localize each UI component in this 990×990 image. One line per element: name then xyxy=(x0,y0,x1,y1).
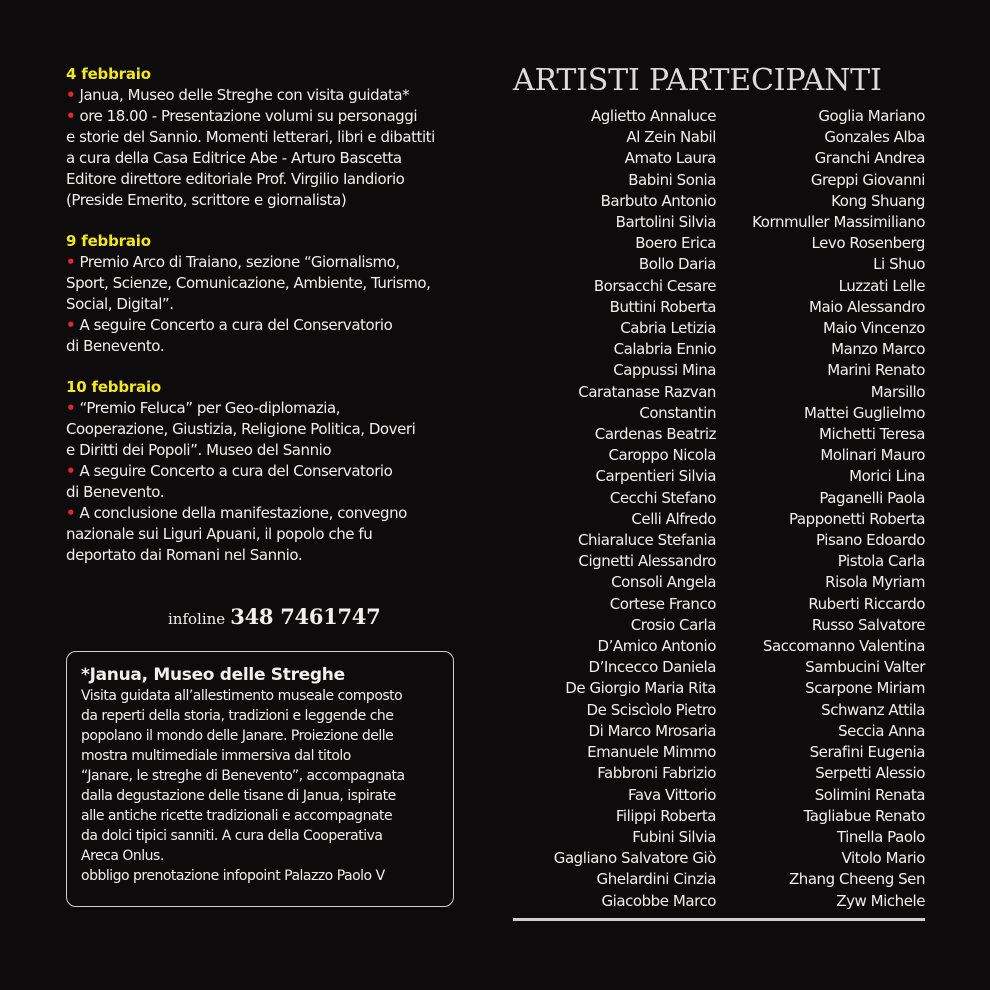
artist-name: Papponetti Roberta xyxy=(788,509,925,528)
artist-name: Giacobbe Marco xyxy=(601,891,716,910)
artist-name: Mattei Guglielmo xyxy=(803,403,925,422)
artist-name: Manzo Marco xyxy=(831,340,925,359)
artist-name: Kong Shuang xyxy=(831,191,925,210)
artist-name: Di Marco Mrosaria xyxy=(588,721,716,740)
artist-name: Vitolo Mario xyxy=(841,849,925,868)
artist-name: Seccia Anna xyxy=(838,721,925,740)
artist-name: Babini Sonia xyxy=(628,170,716,189)
artist-name: Caroppo Nicola xyxy=(608,446,716,465)
artist-name: Li Shuo xyxy=(873,255,925,274)
artist-name: Risola Myriam xyxy=(825,573,925,592)
artist-name: Serafini Eugenia xyxy=(809,743,925,762)
event-item-text: di Benevento. xyxy=(66,337,165,355)
artist-name: D’Incecco Daniela xyxy=(588,658,716,677)
artist-name: Marini Renato xyxy=(827,361,925,380)
event-item-text: Premio Arco di Traiano, sezione “Giornalismo, xyxy=(79,253,400,271)
artist-name: Morici Lina xyxy=(849,467,925,486)
artist-name: Kornmuller Massimiliano xyxy=(752,213,925,232)
artist-name: Buttini Roberta xyxy=(609,297,716,316)
event-item-line xyxy=(66,169,476,190)
artist-name: Borsacchi Cesare xyxy=(593,276,716,295)
museum-note-box xyxy=(66,651,454,907)
artist-name: Goglia Mariano xyxy=(818,107,925,125)
infoline-phone-number[interactable]: 348 7461747 xyxy=(230,604,381,629)
artist-name: Barbuto Antonio xyxy=(600,191,716,210)
artist-name: Pistola Carla xyxy=(837,552,925,571)
event-block xyxy=(66,64,476,211)
event-item-line xyxy=(66,461,476,482)
artist-name: Emanuele Mimmo xyxy=(587,743,716,762)
artist-name: Cortese Franco xyxy=(609,594,716,613)
museum-note-line: Visita guidata all’allestimento museale composto xyxy=(81,688,403,704)
event-item-text: A seguire Concerto a cura del Conservatorio xyxy=(79,316,393,334)
event-item-line xyxy=(66,503,476,524)
museum-note-line: obbligo prenotazione infopoint Palazzo Paolo V xyxy=(81,868,385,884)
bullet-icon: • xyxy=(66,253,76,271)
event-date: 9 febbraio xyxy=(66,232,151,250)
artist-name: Maio Vincenzo xyxy=(822,319,925,338)
artist-name: Crosio Carla xyxy=(630,615,716,634)
artist-name: De Giorgio Maria Rita xyxy=(565,679,716,698)
artist-name: Marsillo xyxy=(870,382,925,401)
event-item-line xyxy=(66,294,476,315)
event-block xyxy=(66,231,476,357)
artist-name: Pisano Edoardo xyxy=(815,531,925,550)
event-item-line xyxy=(66,252,476,273)
artist-name: Tinella Paolo xyxy=(836,827,925,846)
bullet-icon: • xyxy=(66,107,76,125)
event-item-text: (Preside Emerito, scrittore e giornalista) xyxy=(66,191,347,209)
museum-note-line: popolano il mondo delle Janare. Proiezione delle xyxy=(81,728,394,744)
artist-name: Granchi Andrea xyxy=(814,149,925,168)
museum-note-line: Areca Onlus. xyxy=(81,848,164,864)
artist-name: Gonzales Alba xyxy=(824,128,925,147)
artist-name: Russo Salvatore xyxy=(811,615,925,634)
event-item-text: Editore direttore editoriale Prof. Virgilio Iandiorio xyxy=(66,170,405,188)
artist-name: Michetti Teresa xyxy=(819,425,925,444)
artist-name: Fubini Silvia xyxy=(632,827,716,846)
bullet-icon: • xyxy=(66,86,76,104)
event-item-text: deportato dai Romani nel Sannio. xyxy=(66,546,303,564)
event-item-line xyxy=(66,419,476,440)
bullet-icon: • xyxy=(66,504,76,522)
artist-name: Celli Alfredo xyxy=(631,509,716,528)
artist-name: Cignetti Alessandro xyxy=(578,552,716,571)
artist-name: Filippi Roberta xyxy=(615,806,716,825)
event-item-line xyxy=(66,440,476,461)
artist-name: Solimini Renata xyxy=(814,785,925,804)
museum-note-body xyxy=(81,686,453,886)
artist-name: Fabbroni Fabrizio xyxy=(597,764,716,783)
event-item-text: e storie del Sannio. Momenti letterari, libri e dibattiti xyxy=(66,128,435,146)
event-item-text: “Premio Feluca” per Geo-diplomazia, xyxy=(79,399,341,417)
museum-note-line: dalla degustazione delle tisane di Janua, ispirate xyxy=(81,788,396,804)
artists-column-1 xyxy=(554,106,716,912)
artist-name: Constantin xyxy=(639,403,716,422)
museum-note-line: alle antiche ricette tradizionali e accompagnate xyxy=(81,808,393,824)
artist-name: Amato Laura xyxy=(624,149,716,168)
event-item-text: a cura della Casa Editrice Abe - Arturo Bascetta xyxy=(66,149,402,167)
event-item-line xyxy=(66,127,476,148)
artist-name: Boero Erica xyxy=(635,234,716,253)
museum-note-line: da reperti della storia, tradizioni e leggende che xyxy=(81,708,394,724)
event-item-line xyxy=(66,315,476,336)
artist-name: Bollo Daria xyxy=(638,255,716,274)
artist-name: Calabria Ennio xyxy=(613,340,716,359)
infoline-label: infoline xyxy=(168,610,226,628)
artist-name: Maio Alessandro xyxy=(808,297,925,316)
event-item-text: nazionale sui Liguri Apuani, il popolo che fu xyxy=(66,525,373,543)
event-item-line xyxy=(66,398,476,419)
artists-section xyxy=(513,58,925,910)
artist-name: Scarpone Miriam xyxy=(805,679,925,698)
event-item-line xyxy=(66,190,476,211)
bullet-icon: • xyxy=(66,462,76,480)
artist-name: Serpetti Alessio xyxy=(815,764,925,783)
artist-name: Ghelardini Cinzia xyxy=(596,870,716,889)
artist-name: Cappussi Mina xyxy=(613,361,716,380)
event-item-text: e Diritti dei Popoli”. Museo del Sannio xyxy=(66,441,332,459)
artist-name: Zyw Michele xyxy=(836,891,925,910)
event-item-text: Janua, Museo delle Streghe con visita guidata* xyxy=(79,86,410,104)
event-item-text: ore 18.00 - Presentazione volumi su personaggi xyxy=(79,107,418,125)
artist-name: Molinari Mauro xyxy=(820,446,925,465)
event-item-text: Sport, Scienze, Comunicazione, Ambiente, Turismo, xyxy=(66,274,431,292)
museum-note-line: mostra multimediale immersiva dal titolo xyxy=(81,748,351,764)
event-item-text: di Benevento. xyxy=(66,483,165,501)
artist-name: De Sciscìolo Pietro xyxy=(586,700,716,719)
event-block xyxy=(66,377,476,566)
event-item-text: A conclusione della manifestazione, convegno xyxy=(79,504,407,522)
artists-heading: ARTISTI PARTECIPANTI xyxy=(513,63,882,98)
event-item-line xyxy=(66,106,476,127)
event-item-line xyxy=(66,524,476,545)
event-item-line xyxy=(66,545,476,566)
artist-name: Caratanase Razvan xyxy=(578,382,716,401)
artist-name: Cecchi Stefano xyxy=(609,488,716,507)
museum-note-line: da dolci tipici sanniti. A cura della Cooperativa xyxy=(81,828,383,844)
artist-name: Saccomanno Valentina xyxy=(762,637,925,656)
artist-name: Luzzati Lelle xyxy=(838,276,925,295)
bullet-icon: • xyxy=(66,399,76,417)
artist-name: Chiaraluce Stefania xyxy=(577,531,716,550)
artist-name: Gagliano Salvatore Giò xyxy=(553,849,716,868)
artist-name: D’Amico Antonio xyxy=(597,637,716,656)
artist-name: Greppi Giovanni xyxy=(810,170,925,189)
infoline xyxy=(168,604,381,629)
artist-name: Al Zein Nabil xyxy=(626,128,716,147)
artist-name: Schwanz Attila xyxy=(821,700,925,719)
bottom-rule-divider xyxy=(513,918,925,921)
event-item-line xyxy=(66,148,476,169)
event-date: 4 febbraio xyxy=(66,65,151,83)
event-item-line xyxy=(66,85,476,106)
artist-name: Tagliabue Renato xyxy=(803,806,925,825)
bullet-icon: • xyxy=(66,316,76,334)
artist-name: Cabria Letizia xyxy=(620,319,716,338)
artist-name: Zhang Cheeng Sen xyxy=(788,870,925,889)
artist-name: Sambucini Valter xyxy=(805,658,925,677)
artist-name: Cardenas Beatriz xyxy=(594,425,716,444)
museum-note-title: *Janua, Museo delle Streghe xyxy=(81,665,345,685)
event-item-line xyxy=(66,336,476,357)
event-item-text: Cooperazione, Giustizia, Religione Politica, Doveri xyxy=(66,420,416,438)
events-section xyxy=(66,64,476,586)
museum-note-line: “Janare, le streghe di Benevento”, accompagnata xyxy=(81,768,405,784)
event-item-text: Social, Digital”. xyxy=(66,295,174,313)
artist-name: Levo Rosenberg xyxy=(811,234,925,253)
artist-name: Ruberti Riccardo xyxy=(808,594,925,613)
event-item-line xyxy=(66,273,476,294)
artists-column-2 xyxy=(752,106,925,912)
event-item-line xyxy=(66,482,476,503)
artist-name: Paganelli Paola xyxy=(819,488,925,507)
event-date: 10 febbraio xyxy=(66,378,162,396)
artist-name: Aglietto Annaluce xyxy=(590,107,716,125)
artist-name: Bartolini Silvia xyxy=(615,213,716,232)
artist-name: Fava Vittorio xyxy=(628,785,716,804)
artist-name: Consoli Angela xyxy=(611,573,716,592)
event-item-text: A seguire Concerto a cura del Conservatorio xyxy=(79,462,393,480)
artist-name: Carpentieri Silvia xyxy=(595,467,716,486)
